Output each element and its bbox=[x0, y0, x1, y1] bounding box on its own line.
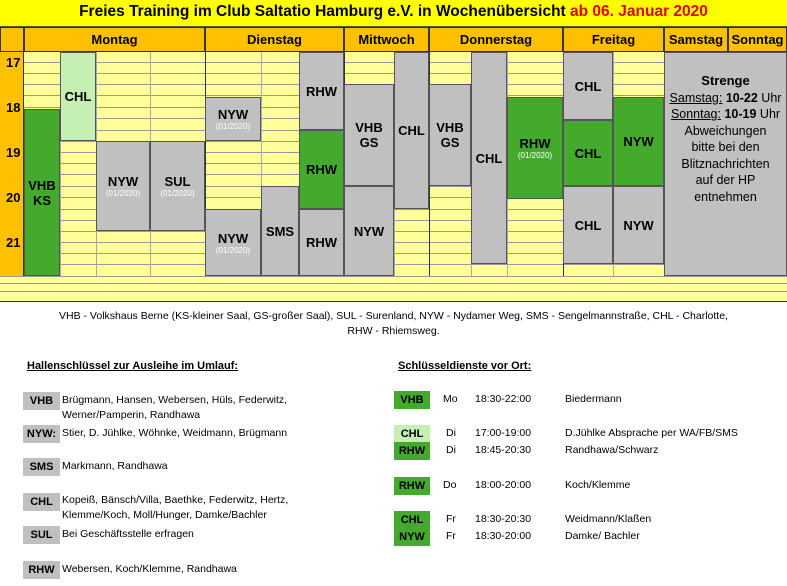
duty-time: 18:30-22:00 bbox=[475, 393, 532, 405]
block-rhw-dienstag-3: RHW bbox=[299, 209, 344, 276]
duty-day: Di bbox=[446, 427, 456, 439]
day-header-montag: Montag bbox=[24, 27, 205, 52]
corner-cell bbox=[0, 27, 24, 52]
duty-day: Fr bbox=[446, 530, 456, 542]
block-chl-montag: CHL bbox=[60, 52, 96, 141]
block-chl-freitag-3: CHL bbox=[563, 186, 613, 264]
duty-tag: CHL bbox=[394, 511, 430, 529]
duty-day: Mo bbox=[443, 393, 458, 405]
key-holders-rhw: Webersen, Koch/Klemme, Randhawa bbox=[62, 563, 237, 575]
key-tag-sms: SMS bbox=[23, 458, 60, 476]
hour-label: 18 bbox=[0, 97, 24, 142]
block-chl-freitag-2: CHL bbox=[563, 120, 613, 186]
duty-tag: RHW bbox=[394, 442, 430, 460]
duty-day: Fr bbox=[446, 513, 456, 525]
block-nyw-mittwoch: NYW bbox=[344, 186, 394, 276]
block-nyw-dienstag-2: NYW (01/2020) bbox=[205, 209, 261, 276]
duty-tag: CHL bbox=[394, 425, 430, 443]
block-nyw-freitag-1: NYW bbox=[613, 97, 664, 186]
block-vhb-ks-montag: VHB KS bbox=[24, 109, 60, 276]
duty-name: Biedermann bbox=[565, 393, 622, 405]
block-nyw-dienstag-1: NYW (01/2020) bbox=[205, 97, 261, 141]
duty-tag: NYW bbox=[394, 528, 430, 546]
block-rhw-dienstag-2: RHW bbox=[299, 130, 344, 209]
block-nyw-montag: NYW (01/2020) bbox=[96, 141, 150, 231]
hour-label: 20 bbox=[0, 187, 24, 232]
key-tag-rhw: RHW bbox=[23, 561, 60, 579]
key-holders-chl: Kopeiß, Bänsch/Villa, Baethke, Federwitz, Hertz, Klemme/Koch, Moll/Hunger, Damke/Bachler bbox=[62, 494, 289, 521]
duty-heading: Schlüsseldienste vor Ort: bbox=[398, 360, 532, 372]
day-header-mittwoch: Mittwoch bbox=[344, 27, 429, 52]
hour-label: 17 bbox=[0, 52, 24, 97]
day-header-freitag: Freitag bbox=[563, 27, 664, 52]
weekend-info bbox=[664, 52, 787, 276]
block-sul-montag: SUL (01/2020) bbox=[150, 141, 205, 231]
weekend-heading: Strenge bbox=[701, 73, 750, 88]
key-holders-sms: Markmann, Randhawa bbox=[62, 460, 168, 472]
schedule-grid bbox=[0, 27, 787, 302]
key-holders-sul: Bei Geschäftsstelle erfragen bbox=[62, 528, 194, 540]
day-header-donnerstag: Donnerstag bbox=[429, 27, 563, 52]
page-title: Freies Training im Club Saltatio Hamburg e.V. in Wochenübersicht ab 06. Januar 2020 bbox=[79, 3, 708, 20]
duty-day: Do bbox=[443, 479, 457, 491]
key-tag-chl: CHL bbox=[23, 493, 60, 511]
location-legend bbox=[0, 309, 787, 339]
duty-tag: VHB bbox=[394, 391, 430, 409]
duty-name: D.Jühlke Absprache per WA/FB/SMS bbox=[565, 427, 738, 439]
grid-line bbox=[0, 301, 787, 302]
block-rhw-donnerstag: RHW (01/2020) bbox=[507, 97, 563, 199]
block-chl-freitag-1: CHL bbox=[563, 52, 613, 120]
day-header-sonntag: Sonntag bbox=[728, 27, 787, 52]
duty-name: Weidmann/Klaßen bbox=[565, 513, 652, 525]
key-holders-vhb: Brügmann, Hansen, Webersen, Hüls, Federwitz, Werner/Pamperin, Randhawa bbox=[62, 394, 288, 421]
sunday-hours: Sonntag: 10-19 Uhr bbox=[670, 107, 781, 121]
duty-time: 18:00-20:00 bbox=[475, 479, 532, 491]
block-chl-mittwoch: CHL bbox=[394, 52, 429, 209]
weekend-note: auf der HP bbox=[695, 173, 756, 187]
saturday-hours: Samstag: 10-22 Uhr bbox=[669, 90, 782, 105]
keys-heading: Hallenschlüssel zur Ausleihe im Umlauf: bbox=[27, 360, 239, 372]
legend-line: RHW - Rhiemsweg. bbox=[347, 325, 440, 337]
duty-name: Damke/ Bachler bbox=[565, 530, 640, 542]
duty-time: 18:30-20:00 bbox=[475, 530, 532, 542]
key-tag-sul: SUL bbox=[23, 526, 60, 544]
grid-line bbox=[0, 276, 787, 277]
block-nyw-freitag-2: NYW bbox=[613, 186, 664, 264]
day-header-dienstag: Dienstag bbox=[205, 27, 344, 52]
duty-time: 17:00-19:00 bbox=[475, 427, 532, 439]
key-tag-vhb: VHB bbox=[23, 392, 60, 410]
grid-line bbox=[0, 291, 787, 292]
duty-time: 18:30-20:30 bbox=[475, 513, 532, 525]
grid-line bbox=[0, 283, 787, 284]
duty-time: 18:45-20:30 bbox=[475, 444, 532, 456]
key-holders-nyw: Stier, D. Jühlke, Wöhnke, Weidmann, Brügmann bbox=[62, 427, 288, 439]
block-vhb-gs-donnerstag: VHB GS bbox=[429, 84, 471, 186]
block-sms-dienstag: SMS bbox=[261, 186, 299, 276]
key-tag-nyw: NYW: bbox=[23, 425, 60, 443]
legend-line: VHB - Volkshaus Berne (KS-kleiner Saal, GS-großer Saal), SUL - Surenland, NYW - Nydamer Weg, SMS - Sengelmannstraße, CHL - Charlotte, bbox=[59, 310, 728, 322]
weekend-note: Blitznachrichten bbox=[681, 156, 770, 171]
block-rhw-dienstag-1: RHW bbox=[299, 52, 344, 130]
duty-day: Di bbox=[446, 444, 456, 456]
duty-name: Koch/Klemme bbox=[565, 479, 631, 491]
duty-tag: RHW bbox=[394, 477, 430, 495]
weekend-note: entnehmen bbox=[694, 189, 757, 204]
weekend-note: Abweichungen bbox=[684, 123, 767, 138]
block-vhb-gs-mittwoch: VHB GS bbox=[344, 84, 394, 186]
hour-label: 21 bbox=[0, 232, 24, 276]
hour-label: 19 bbox=[0, 142, 24, 187]
duty-name: Randhawa/Schwarz bbox=[565, 444, 659, 456]
block-chl-donnerstag: CHL bbox=[471, 52, 507, 264]
day-header-samstag: Samstag bbox=[664, 27, 728, 52]
weekend-note: bitte bei den bbox=[691, 140, 760, 154]
